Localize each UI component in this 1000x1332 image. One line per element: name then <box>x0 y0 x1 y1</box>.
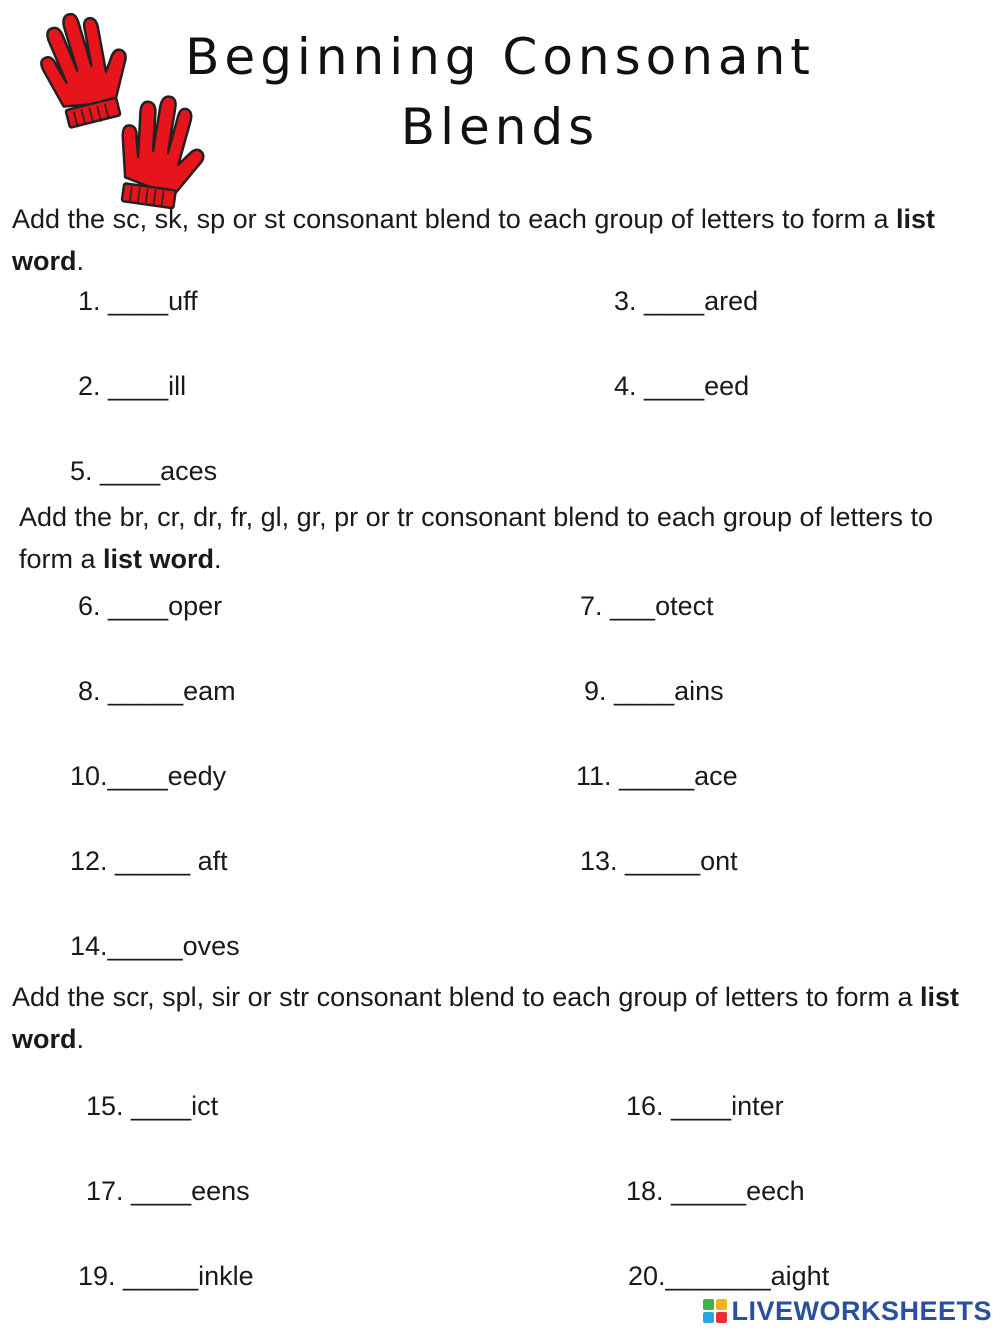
exercise-item-15[interactable]: 15. ____ict <box>86 1091 219 1121</box>
exercise-item-6[interactable]: 6. ____oper <box>78 591 223 621</box>
exercise-item-19[interactable]: 19. _____inkle <box>78 1261 254 1291</box>
exercise-item-16[interactable]: 16. ____inter <box>626 1091 784 1121</box>
liveworksheets-logo-icon <box>703 1299 727 1323</box>
exercise-item-20[interactable]: 20._______aight <box>628 1261 830 1291</box>
page-title-line-1: Beginning Consonant <box>185 28 815 86</box>
exercise-item-3[interactable]: 3. ____ared <box>614 286 759 316</box>
exercise-item-9[interactable]: 9. ____ains <box>584 676 724 706</box>
exercise-item-4[interactable]: 4. ____eed <box>614 371 750 401</box>
liveworksheets-footer <box>703 1296 992 1326</box>
section-3-instruction: Add the scr, spl, sir or str consonant blend to each group of letters to form a list word. <box>12 982 959 1054</box>
exercise-item-14[interactable]: 14._____oves <box>70 931 240 961</box>
exercise-item-10[interactable]: 10.____eedy <box>70 761 227 791</box>
section-2-instruction: Add the br, cr, dr, fr, gl, gr, pr or tr consonant blend to each group of letters to form a list word. <box>19 502 934 574</box>
exercise-item-1[interactable]: 1. ____uff <box>78 286 198 316</box>
exercise-item-5[interactable]: 5. ____aces <box>70 456 218 486</box>
exercise-item-8[interactable]: 8. _____eam <box>78 676 236 706</box>
exercise-item-17[interactable]: 17. ____eens <box>86 1176 250 1206</box>
exercise-item-11[interactable]: 11. _____ace <box>576 761 738 791</box>
exercise-item-18[interactable]: 18. _____eech <box>626 1176 805 1206</box>
exercise-item-2[interactable]: 2. ____ill <box>78 371 187 401</box>
liveworksheets-brand: LIVEWORKSHEETS <box>731 1295 992 1326</box>
exercise-item-7[interactable]: 7. ___otect <box>580 591 714 621</box>
exercise-item-13[interactable]: 13. _____ont <box>580 846 738 876</box>
page-title-line-2: Blends <box>400 98 600 156</box>
exercise-item-12[interactable]: 12. _____ aft <box>70 846 228 876</box>
section-1-instruction: Add the sc, sk, sp or st consonant blend to each group of letters to form a list word. <box>12 204 936 276</box>
